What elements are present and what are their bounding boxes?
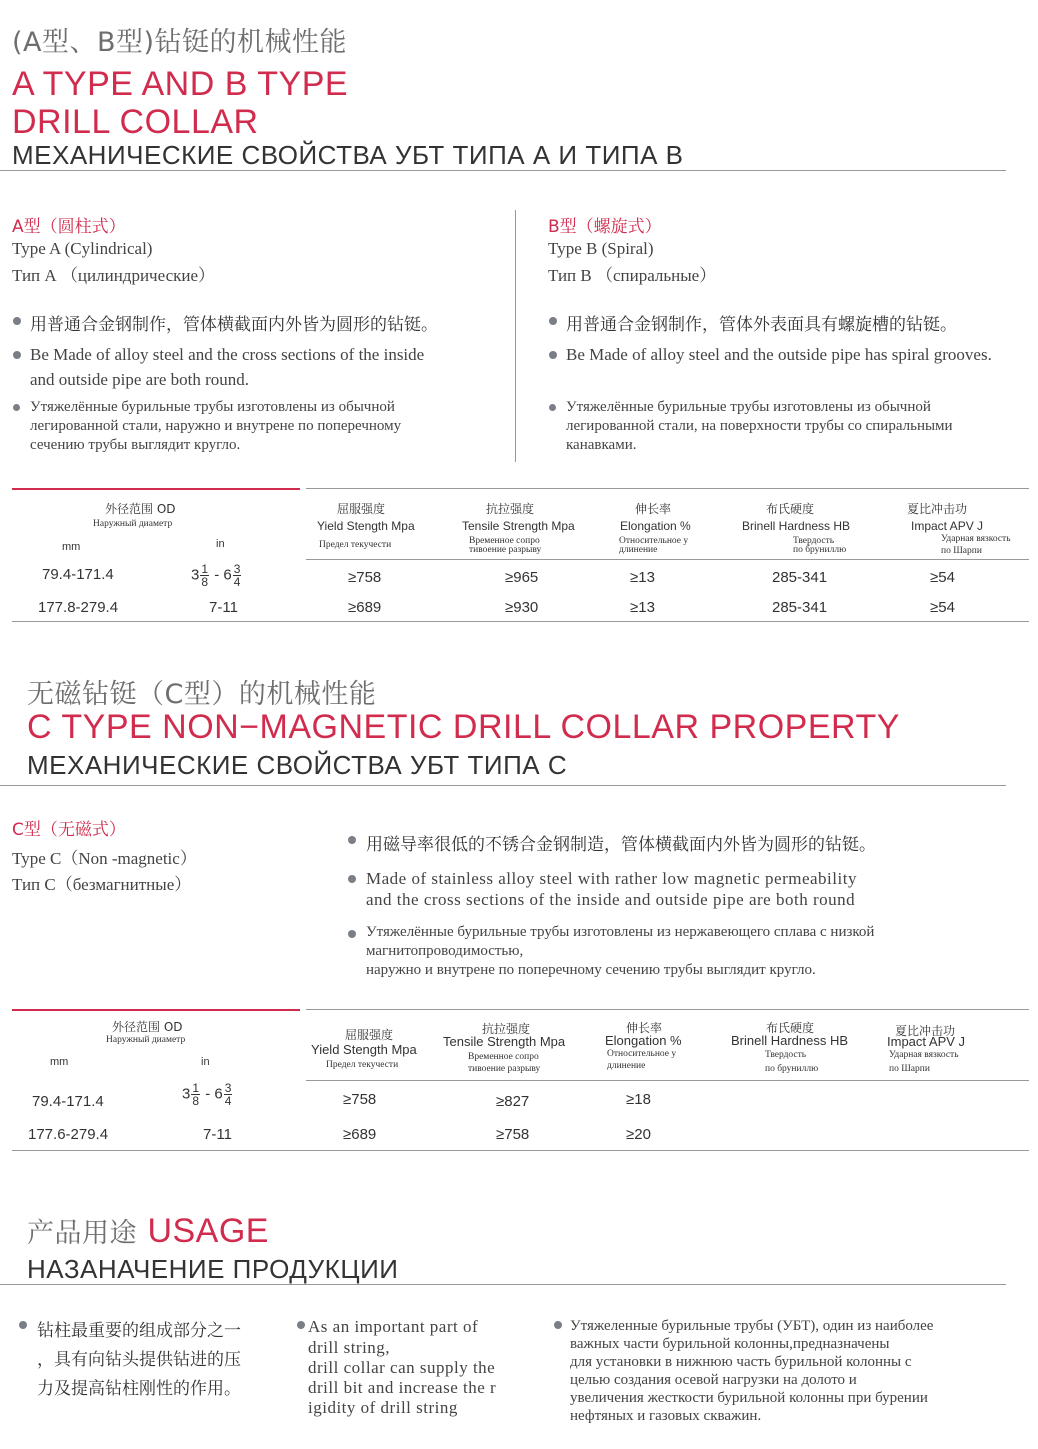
table-ab-row1-tensile: ≥965 bbox=[505, 569, 539, 586]
th-od-zh: 外径范围 OD bbox=[105, 502, 176, 516]
th-tensile-ru-2: тивоение разрыву bbox=[469, 545, 542, 555]
type-c-zh: C型（无磁式） bbox=[12, 820, 126, 840]
usage-ru-title: НАЗАНАЧЕНИЕ ПРОДУКЦИИ bbox=[27, 1254, 399, 1284]
bullet-icon bbox=[348, 836, 356, 844]
th-tensile-zh: 抗拉强度 bbox=[482, 1022, 531, 1036]
table-ab-row1-mm: 79.4-171.4 bbox=[42, 566, 114, 583]
table-ab-row1-brinell: 285-341 bbox=[772, 569, 828, 586]
table-ab-row1-impact: ≥54 bbox=[930, 569, 955, 586]
th-in: in bbox=[216, 538, 225, 550]
th-impact-ru-1: Ударная вязкость bbox=[941, 534, 1011, 544]
bullet-icon bbox=[549, 317, 557, 325]
usage-zh-1: 钻柱最重要的组成部分之一 bbox=[37, 1321, 241, 1341]
th-od-ru: Наружный диаметр bbox=[106, 1035, 186, 1045]
table-ab-header-line bbox=[306, 559, 1029, 560]
table-ab-row2-brinell: 285-341 bbox=[772, 599, 828, 616]
usage-en-5: igidity of drill string bbox=[308, 1398, 458, 1417]
type-a-zh: A型（圆柱式） bbox=[12, 217, 126, 237]
section-ab-en-title-2: DRILL COLLAR bbox=[12, 103, 259, 141]
th-elong-zh: 伸长率 bbox=[626, 1021, 663, 1035]
table-c-row2-elong: ≥20 bbox=[626, 1126, 651, 1143]
section-ab-zh-title: (A型、B型)钻铤的机械性能 bbox=[12, 27, 348, 58]
th-brinell-en: Brinell Hardness HB bbox=[731, 1033, 849, 1048]
type-b-bullet-ru-3: канавками. bbox=[566, 437, 637, 453]
th-elong-ru-1: Относительное у bbox=[607, 1049, 677, 1059]
th-brinell-zh: 布氏硬度 bbox=[766, 1021, 815, 1035]
type-c-ru: Тип С（безмагнитные） bbox=[12, 875, 192, 894]
th-tensile-en: Tensile Strength Mpa bbox=[462, 519, 575, 533]
type-c-bullet-ru-2: магнитопроводимостью, bbox=[366, 943, 524, 959]
th-impact-en: Impact APV J bbox=[887, 1034, 966, 1049]
th-mm: mm bbox=[50, 1056, 69, 1068]
column-divider bbox=[515, 210, 516, 462]
th-yield-en: Yield Stength Mpa bbox=[317, 519, 415, 533]
section-c-en-title: C TYPE NON−MAGNETIC DRILL COLLAR PROPERTY bbox=[27, 708, 900, 746]
th-od-zh: 外径范围 OD bbox=[112, 1020, 183, 1034]
usage-en-title: USAGE bbox=[147, 1212, 269, 1250]
table-ab-row2-in: 7-11 bbox=[209, 599, 238, 616]
usage-ru-4: целью создания осевой нагрузки на долото и bbox=[570, 1372, 857, 1388]
usage-zh-3: 力及提高钻柱刚性的作用。 bbox=[37, 1379, 241, 1399]
divider bbox=[0, 1284, 1006, 1285]
th-elong-en: Elongation % bbox=[620, 519, 691, 533]
table-ab-row1-yield: ≥758 bbox=[348, 569, 382, 586]
usage-ru-6: нефтяных и газовых скважин. bbox=[570, 1408, 762, 1424]
type-c-bullet-en-1: Made of stainless alloy steel with rather low magnetic permeability bbox=[366, 869, 857, 888]
th-impact-ru-2: по Шарпи bbox=[941, 546, 982, 556]
th-elong-en: Elongation % bbox=[605, 1033, 682, 1048]
type-a-bullet-ru-2: легированной стали, наружно и внутрене по поперечному bbox=[30, 418, 402, 434]
usage-en-4: drill bit and increase the r bbox=[308, 1378, 497, 1397]
th-elong-zh: 伸长率 bbox=[635, 502, 672, 516]
table-c-top-red bbox=[12, 1009, 300, 1011]
table-c-header-line bbox=[306, 1080, 1029, 1081]
type-a-bullet-en-2: and outside pipe are both round. bbox=[30, 370, 250, 389]
th-tensile-en: Tensile Strength Mpa bbox=[443, 1034, 566, 1049]
type-a-ru: Тип А （цилиндрические） bbox=[12, 266, 216, 285]
type-a-en: Type A (Cylindrical) bbox=[12, 239, 153, 258]
bullet-icon bbox=[19, 1321, 27, 1329]
th-brinell-ru-2: по бруниллю bbox=[793, 545, 847, 555]
table-ab-row2-yield: ≥689 bbox=[348, 599, 382, 616]
th-yield-ru: Предел текучести bbox=[326, 1060, 399, 1070]
usage-en-2: drill string, bbox=[308, 1338, 391, 1357]
bullet-icon bbox=[348, 875, 356, 883]
type-b-bullet-en-1: Be Made of alloy steel and the outside pipe has spiral grooves. bbox=[566, 345, 992, 364]
th-tensile-ru-1: Временное сопро bbox=[468, 1052, 539, 1062]
type-b-ru: Тип В （спиральные） bbox=[548, 266, 717, 285]
usage-zh-2: ，具有向钻头提供钻进的压 bbox=[37, 1350, 241, 1370]
table-c-bottom-line bbox=[12, 1150, 1029, 1151]
bullet-icon bbox=[348, 930, 356, 938]
th-yield-en: Yield Stength Mpa bbox=[311, 1042, 417, 1057]
usage-ru-5: увеличения жесткости бурильной колонны при бурении bbox=[570, 1390, 928, 1406]
table-c-row2-in: 7-11 bbox=[203, 1126, 232, 1143]
table-c-row1-mm: 79.4-171.4 bbox=[32, 1093, 104, 1110]
th-yield-zh: 屈服强度 bbox=[337, 502, 386, 516]
bullet-icon bbox=[13, 404, 20, 411]
th-mm: mm bbox=[62, 541, 81, 553]
table-c-row1-tensile: ≥827 bbox=[496, 1093, 530, 1110]
table-ab-row2-impact: ≥54 bbox=[930, 599, 955, 616]
table-ab-top-red bbox=[12, 488, 300, 490]
th-impact-zh: 夏比冲击功 bbox=[895, 1024, 956, 1038]
table-ab-row2-tensile: ≥930 bbox=[505, 599, 539, 616]
th-tensile-ru-1: Временное сопро bbox=[469, 536, 540, 546]
table-ab-row2-mm: 177.8-279.4 bbox=[38, 599, 119, 616]
type-b-zh: B型（螺旋式） bbox=[548, 217, 662, 237]
type-a-bullet-en-1: Be Made of alloy steel and the cross sections of the inside bbox=[30, 345, 425, 364]
table-c-row1-elong: ≥18 bbox=[626, 1091, 651, 1108]
usage-zh-title: 产品用途 bbox=[27, 1218, 137, 1249]
section-c-ru-title: МЕХАНИЧЕСКИЕ СВОЙСТВА УБТ ТИПА С bbox=[27, 750, 568, 780]
section-ab-ru-title: МЕХАНИЧЕСКИЕ СВОЙСТВА УБТ ТИПА А И ТИПА В bbox=[12, 140, 684, 170]
type-c-bullet-ru-1: Утяжелённые бурильные трубы изготовлены из нержавеющего сплава с низкой bbox=[366, 924, 875, 940]
th-yield-ru: Предел текучести bbox=[319, 540, 392, 550]
bullet-icon bbox=[549, 351, 557, 359]
th-tensile-zh: 抗拉强度 bbox=[486, 502, 535, 516]
table-c-row2-yield: ≥689 bbox=[343, 1126, 377, 1143]
th-brinell-ru-2: по бруниллю bbox=[765, 1064, 819, 1074]
th-impact-ru-1: Ударная вязкость bbox=[889, 1050, 959, 1060]
th-impact-ru-2: по Шарпи bbox=[889, 1064, 930, 1074]
type-b-bullet-ru-2: легированной стали, на поверхности трубы со спиральными bbox=[566, 418, 953, 434]
th-brinell-ru-1: Твердость bbox=[765, 1050, 807, 1060]
type-b-en: Type B (Spiral) bbox=[548, 239, 654, 258]
th-in: in bbox=[201, 1056, 210, 1068]
divider bbox=[0, 170, 1006, 171]
bullet-icon bbox=[549, 404, 556, 411]
table-ab-row2-elong: ≥13 bbox=[630, 599, 655, 616]
th-impact-en: Impact APV J bbox=[911, 519, 984, 533]
usage-en-1: As an important part of bbox=[308, 1317, 479, 1336]
th-elong-ru-2: длинение bbox=[607, 1061, 646, 1071]
th-brinell-en: Brinell Hardness HB bbox=[742, 519, 851, 533]
table-ab-top-line bbox=[306, 488, 1029, 489]
usage-ru-1: Утяжеленные бурильные трубы (УБТ), один из наиболее bbox=[570, 1318, 934, 1334]
th-brinell-zh: 布氏硬度 bbox=[766, 502, 815, 516]
table-c-row1-in: 3 $\frac{1}{8}$ - 6 $\frac{3}{4}$ bbox=[182, 1081, 232, 1108]
type-a-bullet-ru-1: Утяжелённые бурильные трубы изготовлены из обычной bbox=[30, 399, 395, 415]
table-c-row2-tensile: ≥758 bbox=[496, 1126, 530, 1143]
bullet-icon bbox=[554, 1321, 562, 1329]
usage-ru-2: важных части бурильной колонны,предназначены bbox=[570, 1336, 890, 1352]
th-tensile-ru-2: тивоение разрыву bbox=[468, 1064, 541, 1074]
bullet-icon bbox=[13, 317, 21, 325]
usage-en-3: drill collar can supply the bbox=[308, 1358, 496, 1377]
th-elong-ru-2: длинение bbox=[619, 545, 658, 555]
type-c-en: Type C（Non -magnetic） bbox=[12, 849, 197, 868]
type-c-bullet-en-2: and the cross sections of the inside and outside pipe are both round bbox=[366, 890, 856, 909]
th-yield-zh: 屈服强度 bbox=[345, 1028, 394, 1042]
usage-title bbox=[27, 1211, 269, 1250]
table-c-row1-yield: ≥758 bbox=[343, 1091, 377, 1108]
type-a-bullet-zh: 用普通合金钢制作，管体横截面内外皆为圆形的钻铤。 bbox=[30, 315, 438, 335]
type-a-bullet-ru-3: сечению трубы выглядит кругло. bbox=[30, 437, 241, 453]
section-c-zh-title: 无磁钻铤（C型）的机械性能 bbox=[27, 679, 377, 710]
type-b-bullet-ru-1: Утяжелённые бурильные трубы изготовлены из обычной bbox=[566, 399, 931, 415]
type-c-bullet-ru-3: наружно и внутрене по поперечному сечению трубы выглядит кругло. bbox=[366, 962, 816, 978]
section-ab-en-title-1: A TYPE AND B TYPE bbox=[12, 65, 349, 103]
th-brinell-ru-1: Твердость bbox=[793, 536, 835, 546]
bullet-icon bbox=[297, 1321, 305, 1329]
divider bbox=[0, 785, 1006, 786]
th-impact-zh: 夏比冲击功 bbox=[907, 502, 968, 516]
bullet-icon bbox=[13, 351, 21, 359]
usage-ru-3: для установки в нижнюю часть бурильной колонны с bbox=[570, 1354, 912, 1370]
type-b-bullet-zh: 用普通合金钢制作，管体外表面具有螺旋槽的钻铤。 bbox=[566, 315, 957, 335]
table-ab-row1-elong: ≥13 bbox=[630, 569, 655, 586]
table-ab-bottom-line bbox=[12, 621, 1029, 622]
type-c-bullet-zh: 用磁导率很低的不锈合金钢制造，管体横截面内外皆为圆形的钻铤。 bbox=[366, 835, 876, 855]
th-elong-ru-1: Относительное у bbox=[619, 536, 689, 546]
th-od-ru: Наружный диаметр bbox=[93, 519, 173, 529]
table-c-top-line bbox=[306, 1009, 1029, 1010]
table-c-row2-mm: 177.6-279.4 bbox=[28, 1126, 109, 1143]
table-ab-row1-in: 3 $\frac{1}{8}$ - 6 $\frac{3}{4}$ bbox=[191, 562, 241, 589]
